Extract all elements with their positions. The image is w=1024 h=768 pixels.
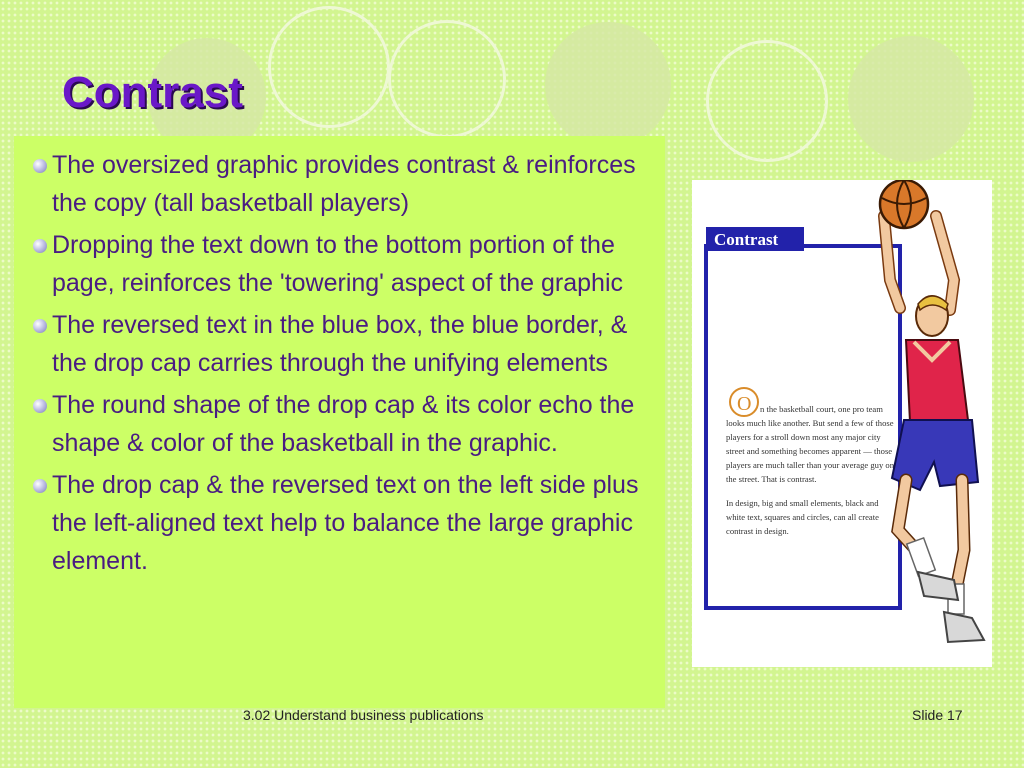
bullet-content-box — [14, 136, 665, 708]
bullet-text: The drop cap & the reversed text on the left side plus the left-aligned text help to balance the large graphic element. — [52, 471, 639, 575]
example-heading: Contrast — [714, 230, 779, 249]
bullet-text: The oversized graphic provides contrast & reinforces the copy (tall basketball players) — [52, 151, 636, 217]
example-paragraph-2: In design, big and small elements, black and white text, squares and circles, can all create contrast in design. — [726, 498, 879, 536]
bullet-icon — [33, 399, 47, 413]
footer-course: 3.02 Understand business publications — [243, 707, 484, 723]
bullet-text: The reversed text in the blue box, the blue border, & the drop cap carries through the unifying elements — [52, 311, 628, 377]
footer-slide-number: Slide 17 — [912, 707, 963, 723]
decorative-ring — [388, 20, 506, 138]
bullet-item — [14, 386, 665, 462]
drop-cap-letter: O — [737, 393, 752, 415]
decorative-ring — [268, 6, 390, 128]
bullet-icon — [33, 239, 47, 253]
bullet-item — [14, 226, 665, 302]
decorative-circle — [545, 22, 671, 148]
bullet-list — [14, 136, 665, 580]
bullet-icon — [33, 159, 47, 173]
bullet-item — [14, 306, 665, 382]
decorative-circle — [848, 36, 974, 162]
bullet-item — [14, 466, 665, 580]
example-paragraph-1: n the basketball court, one pro team looks much like another. But send a few of those players for a stroll down most any major city street and something becomes apparent — those players are much taller than your average guy on the street. That is contrast. — [726, 404, 894, 484]
bullet-icon — [33, 319, 47, 333]
bullet-item — [14, 146, 665, 222]
bullet-text: Dropping the text down to the bottom portion of the page, reinforces the 'towering' aspect of the graphic — [52, 231, 623, 297]
bullet-icon — [33, 479, 47, 493]
example-page-image — [692, 180, 992, 667]
decorative-ring — [706, 40, 828, 162]
basketball-player-icon — [880, 180, 984, 642]
slide-title: Contrast — [62, 68, 243, 117]
bullet-text: The round shape of the drop cap & its color echo the shape & color of the basketball in the graphic. — [52, 391, 635, 457]
example-page-illustration — [692, 180, 992, 667]
